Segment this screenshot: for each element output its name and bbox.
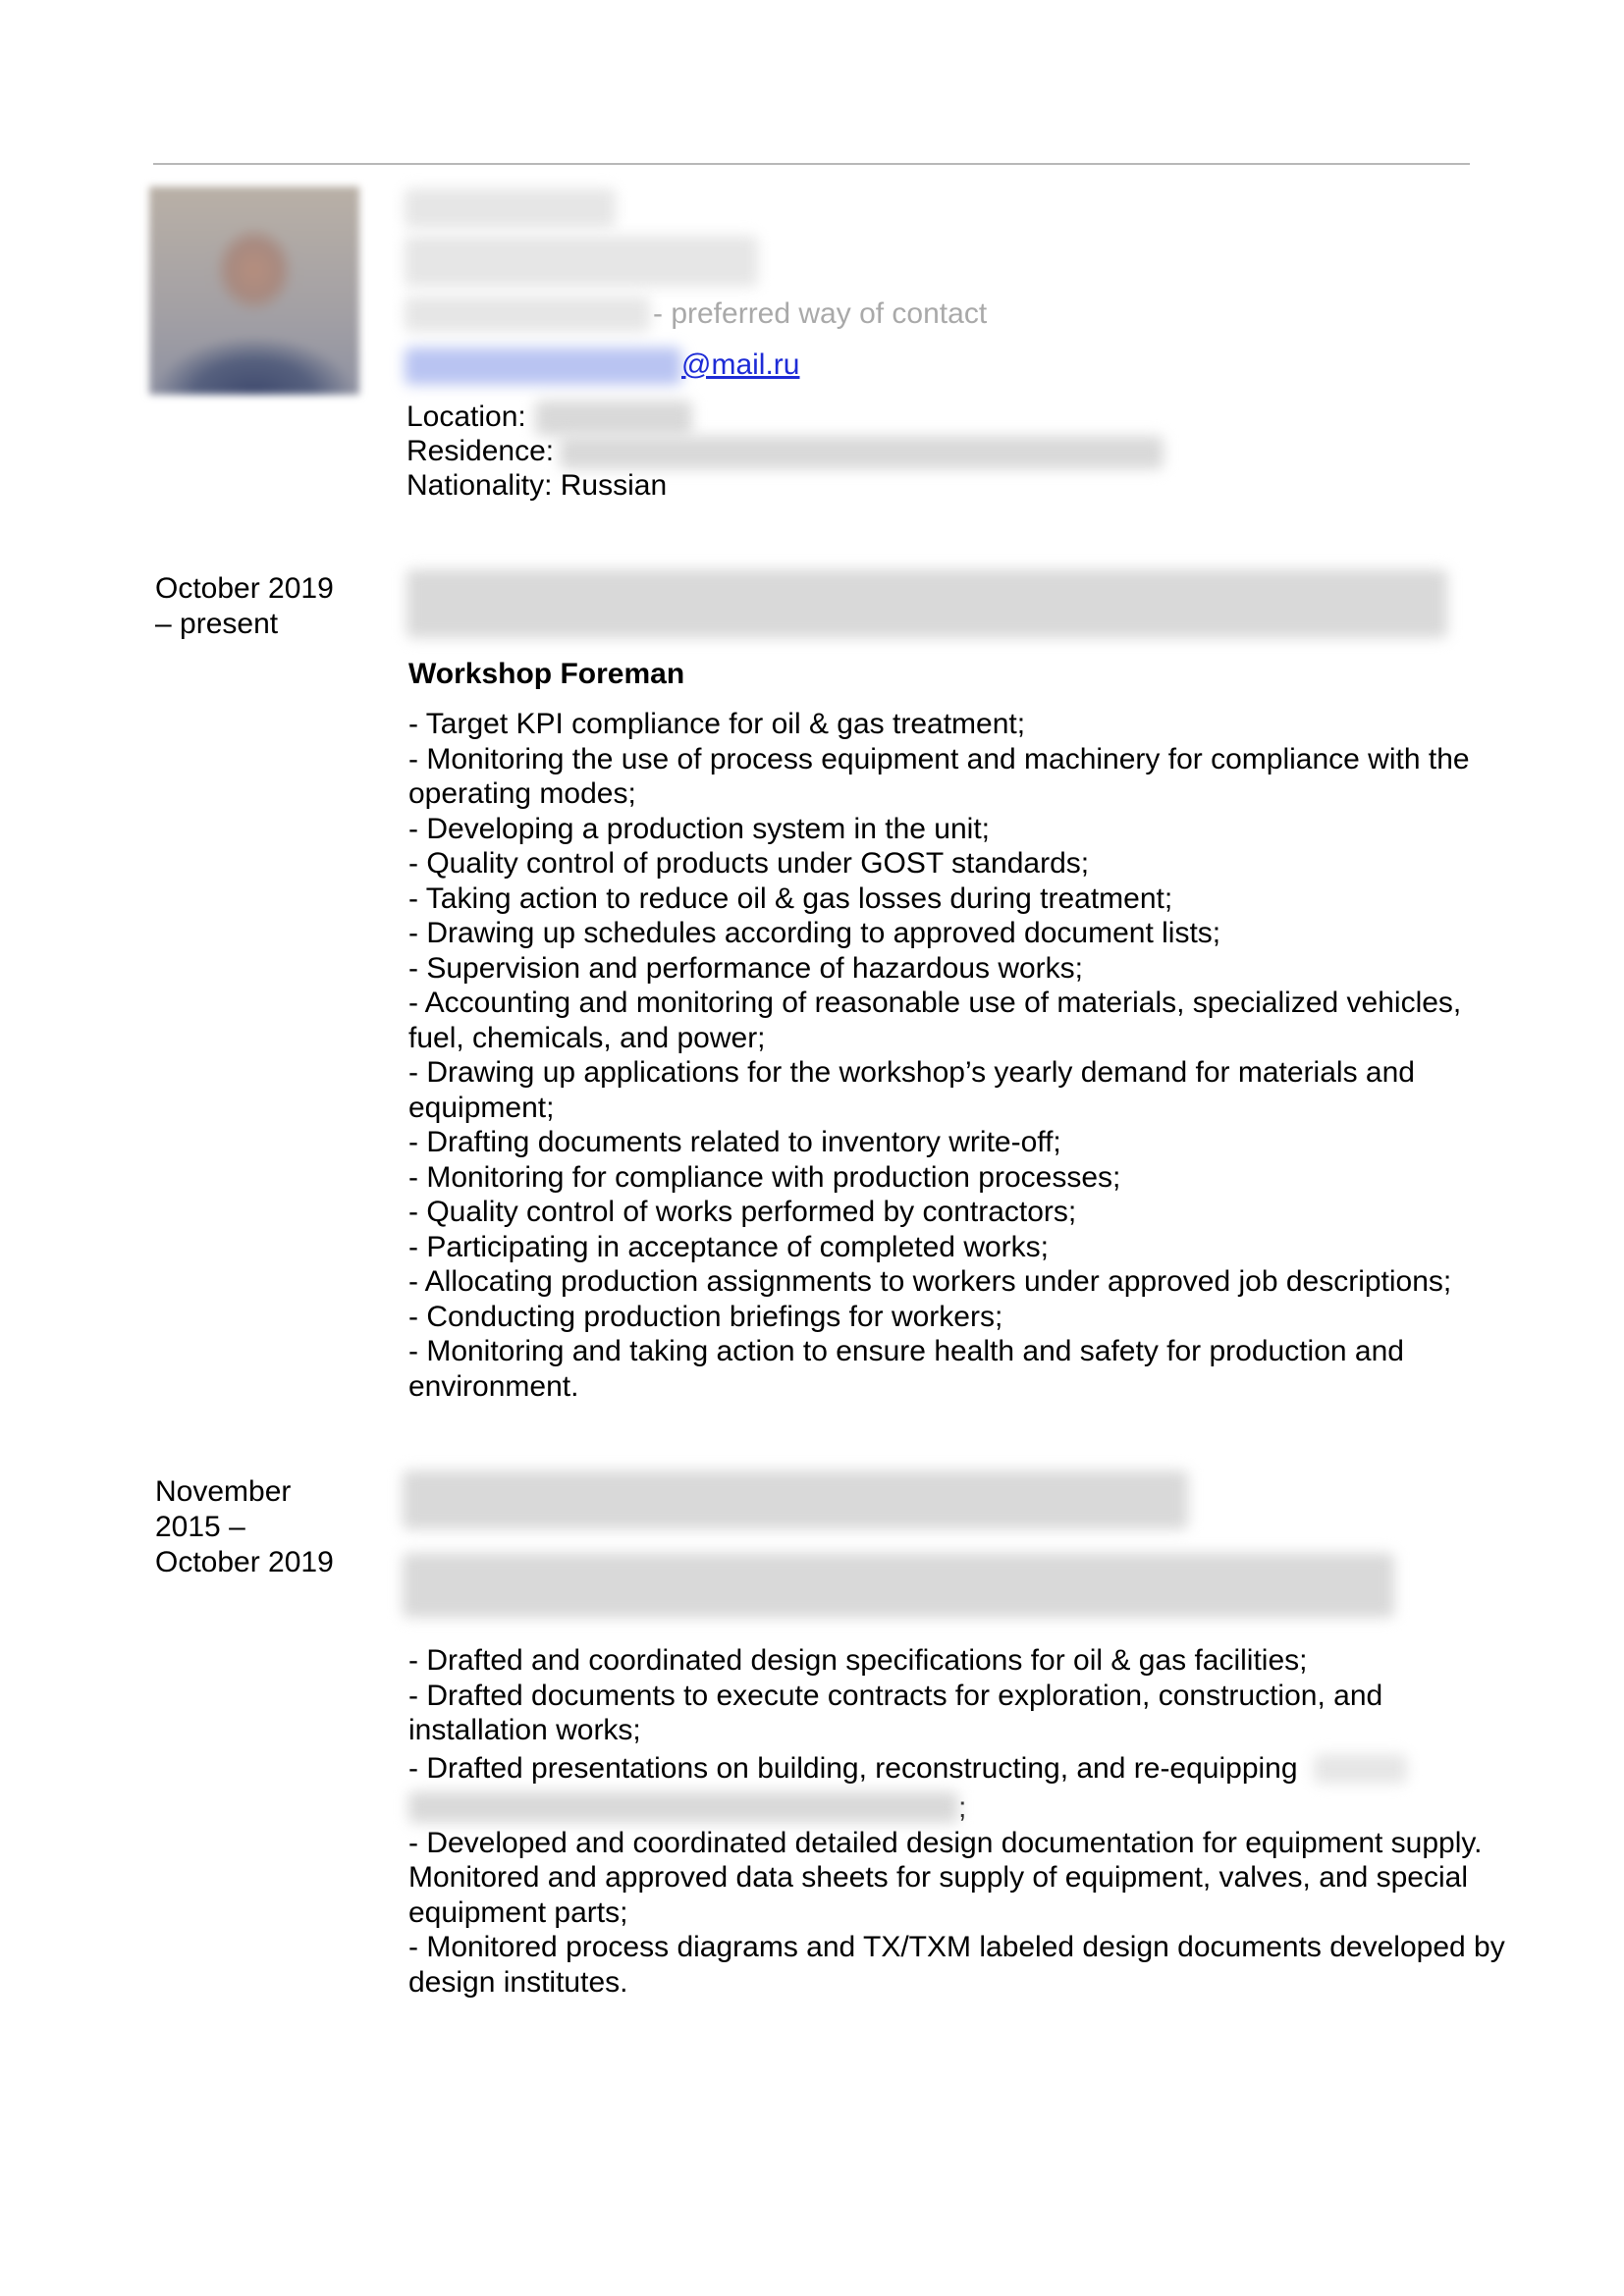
redacted-name — [405, 188, 616, 228]
job-1-duties — [408, 707, 1508, 1404]
duty-item: - Drafting documents related to inventory write-off; — [408, 1126, 1061, 1158]
residence-label: Residence: — [406, 435, 555, 467]
duty-item: - Monitoring and taking action to ensure health and safety for production and environment. — [408, 1335, 1404, 1403]
redacted-employer-2 — [403, 1470, 1188, 1529]
job-2-duties — [408, 1643, 1508, 2000]
duty-item: - Developed and coordinated detailed design documentation for equipment supply. Monitored and approved data sheets for supply of equipment, valves, and special equipment parts; — [408, 1826, 1483, 1929]
job-1-title: Workshop Foreman — [408, 658, 685, 690]
duty-item — [408, 1786, 1508, 1826]
duty-item: - Quality control of works performed by contractors; — [408, 1196, 1077, 1228]
duty-item: - Conducting production briefings for workers; — [408, 1300, 1003, 1333]
duty-item-text: - Drafted presentations on building, reconstructing, and re-equipping — [408, 1751, 1298, 1785]
redacted-phone — [405, 296, 650, 332]
duty-item — [408, 1748, 1508, 1787]
duty-item: - Drawing up schedules according to approved document lists; — [408, 917, 1221, 949]
redacted-employer-1 — [406, 569, 1447, 638]
duty-item: - Participating in acceptance of completed works; — [408, 1230, 1049, 1263]
duty-item: - Supervision and performance of hazardous works; — [408, 951, 1084, 985]
job-1-dates: October 2019 – present — [155, 572, 334, 640]
duty-item: - Developing a production system in the unit; — [408, 812, 990, 845]
redacted-facility-name — [1314, 1754, 1407, 1784]
job-2-dates: November 2015 – October 2019 — [155, 1475, 334, 1578]
contact-preference-note: - preferred way of contact — [653, 297, 988, 330]
location-label: Location: — [406, 400, 526, 433]
redacted-job-2-title — [403, 1553, 1394, 1618]
duty-item: - Drafted and coordinated design specifications for oil & gas facilities; — [408, 1644, 1308, 1677]
redacted-facility-name-cont — [408, 1791, 958, 1823]
duty-item: - Allocating production assignments to workers under approved job descriptions; — [408, 1265, 1452, 1298]
duty-item: - Drafted documents to execute contracts for exploration, construction, and installation works; — [408, 1679, 1383, 1746]
duty-item: - Monitored process diagrams and TX/TXM labeled design documents developed by design institutes. — [408, 1931, 1505, 1999]
duty-item-text: ; — [958, 1791, 967, 1824]
redacted-residence — [560, 436, 1164, 469]
duty-item: - Quality control of products under GOST standards; — [408, 847, 1090, 880]
duty-item: - Taking action to reduce oil & gas losses during treatment; — [408, 881, 1173, 915]
email-link[interactable]: @mail.ru — [681, 348, 800, 381]
duty-item: - Monitoring for compliance with production processes; — [408, 1160, 1121, 1194]
duty-item: - Drawing up applications for the workshop’s yearly demand for materials and equipment; — [408, 1056, 1415, 1124]
redacted-birthdate — [405, 236, 758, 287]
header-rule — [153, 163, 1470, 165]
redacted-location — [535, 400, 692, 436]
duty-item: - Target KPI compliance for oil & gas treatment; — [408, 708, 1026, 740]
duty-item: - Monitoring the use of process equipment and machinery for compliance with the operating modes; — [408, 742, 1470, 810]
duty-item: - Accounting and monitoring of reasonable use of materials, specialized vehicles, fuel, chemicals, and power; — [408, 987, 1462, 1054]
profile-photo — [149, 187, 359, 395]
nationality-line: Nationality: Russian — [406, 469, 668, 502]
redacted-email-user — [405, 347, 681, 385]
